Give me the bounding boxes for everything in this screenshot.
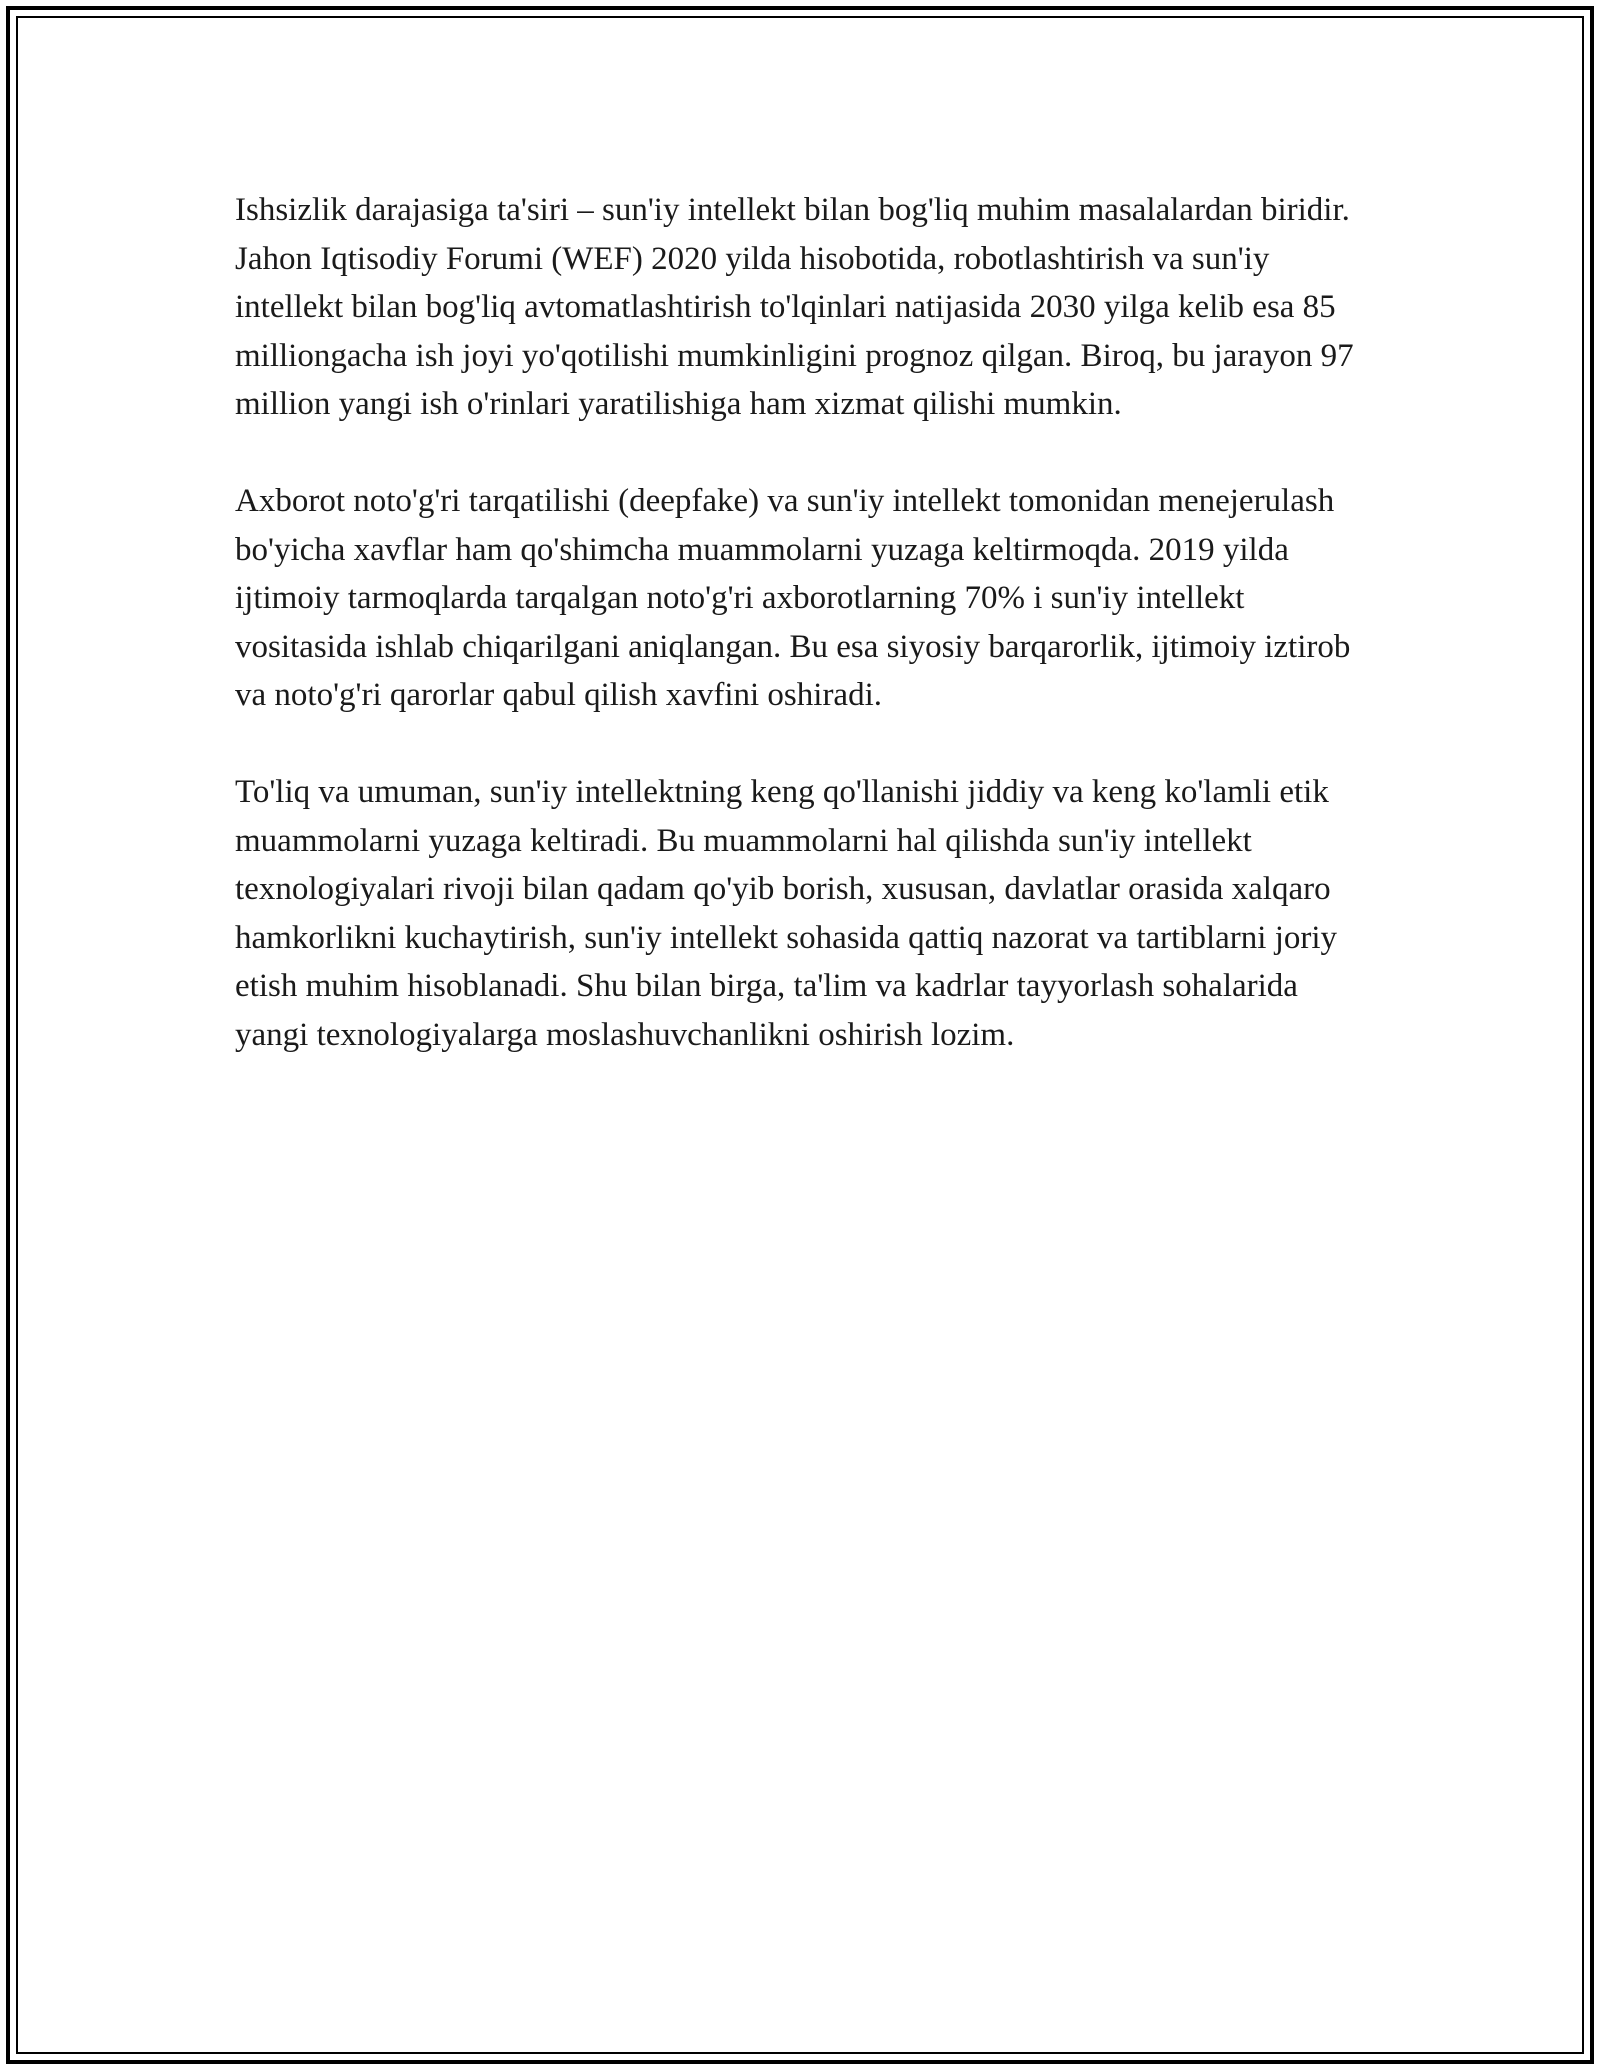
document-body [235,186,1375,1059]
paragraph-misinformation: Axborot noto'g'ri tarqatilishi (deepfake) va sun'iy intellekt tomonidan menejerulash bo'yicha xavflar ham qo'shimcha muammolarni yuzaga keltirmoqda. 2019 yilda ijtimoiy tarmoqlarda tarqalgan noto'g'ri axborotlarning 70% i sun'iy intellekt vositasida ishlab chiqarilgani aniqlangan. Bu esa siyosiy barqarorlik, ijtimoiy iztirob va noto'g'ri qarorlar qabul qilish xavfini oshiradi. [235,483,1351,713]
paragraph-conclusion: To'liq va umuman, sun'iy intellektning keng qo'llanishi jiddiy va keng ko'lamli etik muammolarni yuzaga keltiradi. Bu muammolarni hal qilishda sun'iy intellekt texnologiyalari rivoji bilan qadam qo'yib borish, xususan, davlatlar orasida xalqaro hamkorlikni kuchaytirish, sun'iy intellekt sohasida qattiq nazorat va tartiblarni joriy etish muhim hisoblanadi. Shu bilan birga, ta'lim va kadrlar tayyorlash sohalarida yangi texnologiyalarga moslashuvchanlikni oshirish lozim. [235,774,1338,1053]
paragraph-unemployment: Ishsizlik darajasiga ta'siri – sun'iy intellekt bilan bog'liq muhim masalalardan biridir. Jahon Iqtisodiy Forumi (WEF) 2020 yilda hisobotida, robotlashtirish va sun'iy intellekt bilan bog'liq avtomatlashtirish to'lqinlari natijasida 2030 yilga kelib esa 85 milliongacha ish joyi yo'qotilishi mumkinligini prognoz qilgan. Biroq, bu jarayon 97 million yangi ish o'rinlari yaratilishiga ham xizmat qilishi mumkin. [235,192,1354,422]
